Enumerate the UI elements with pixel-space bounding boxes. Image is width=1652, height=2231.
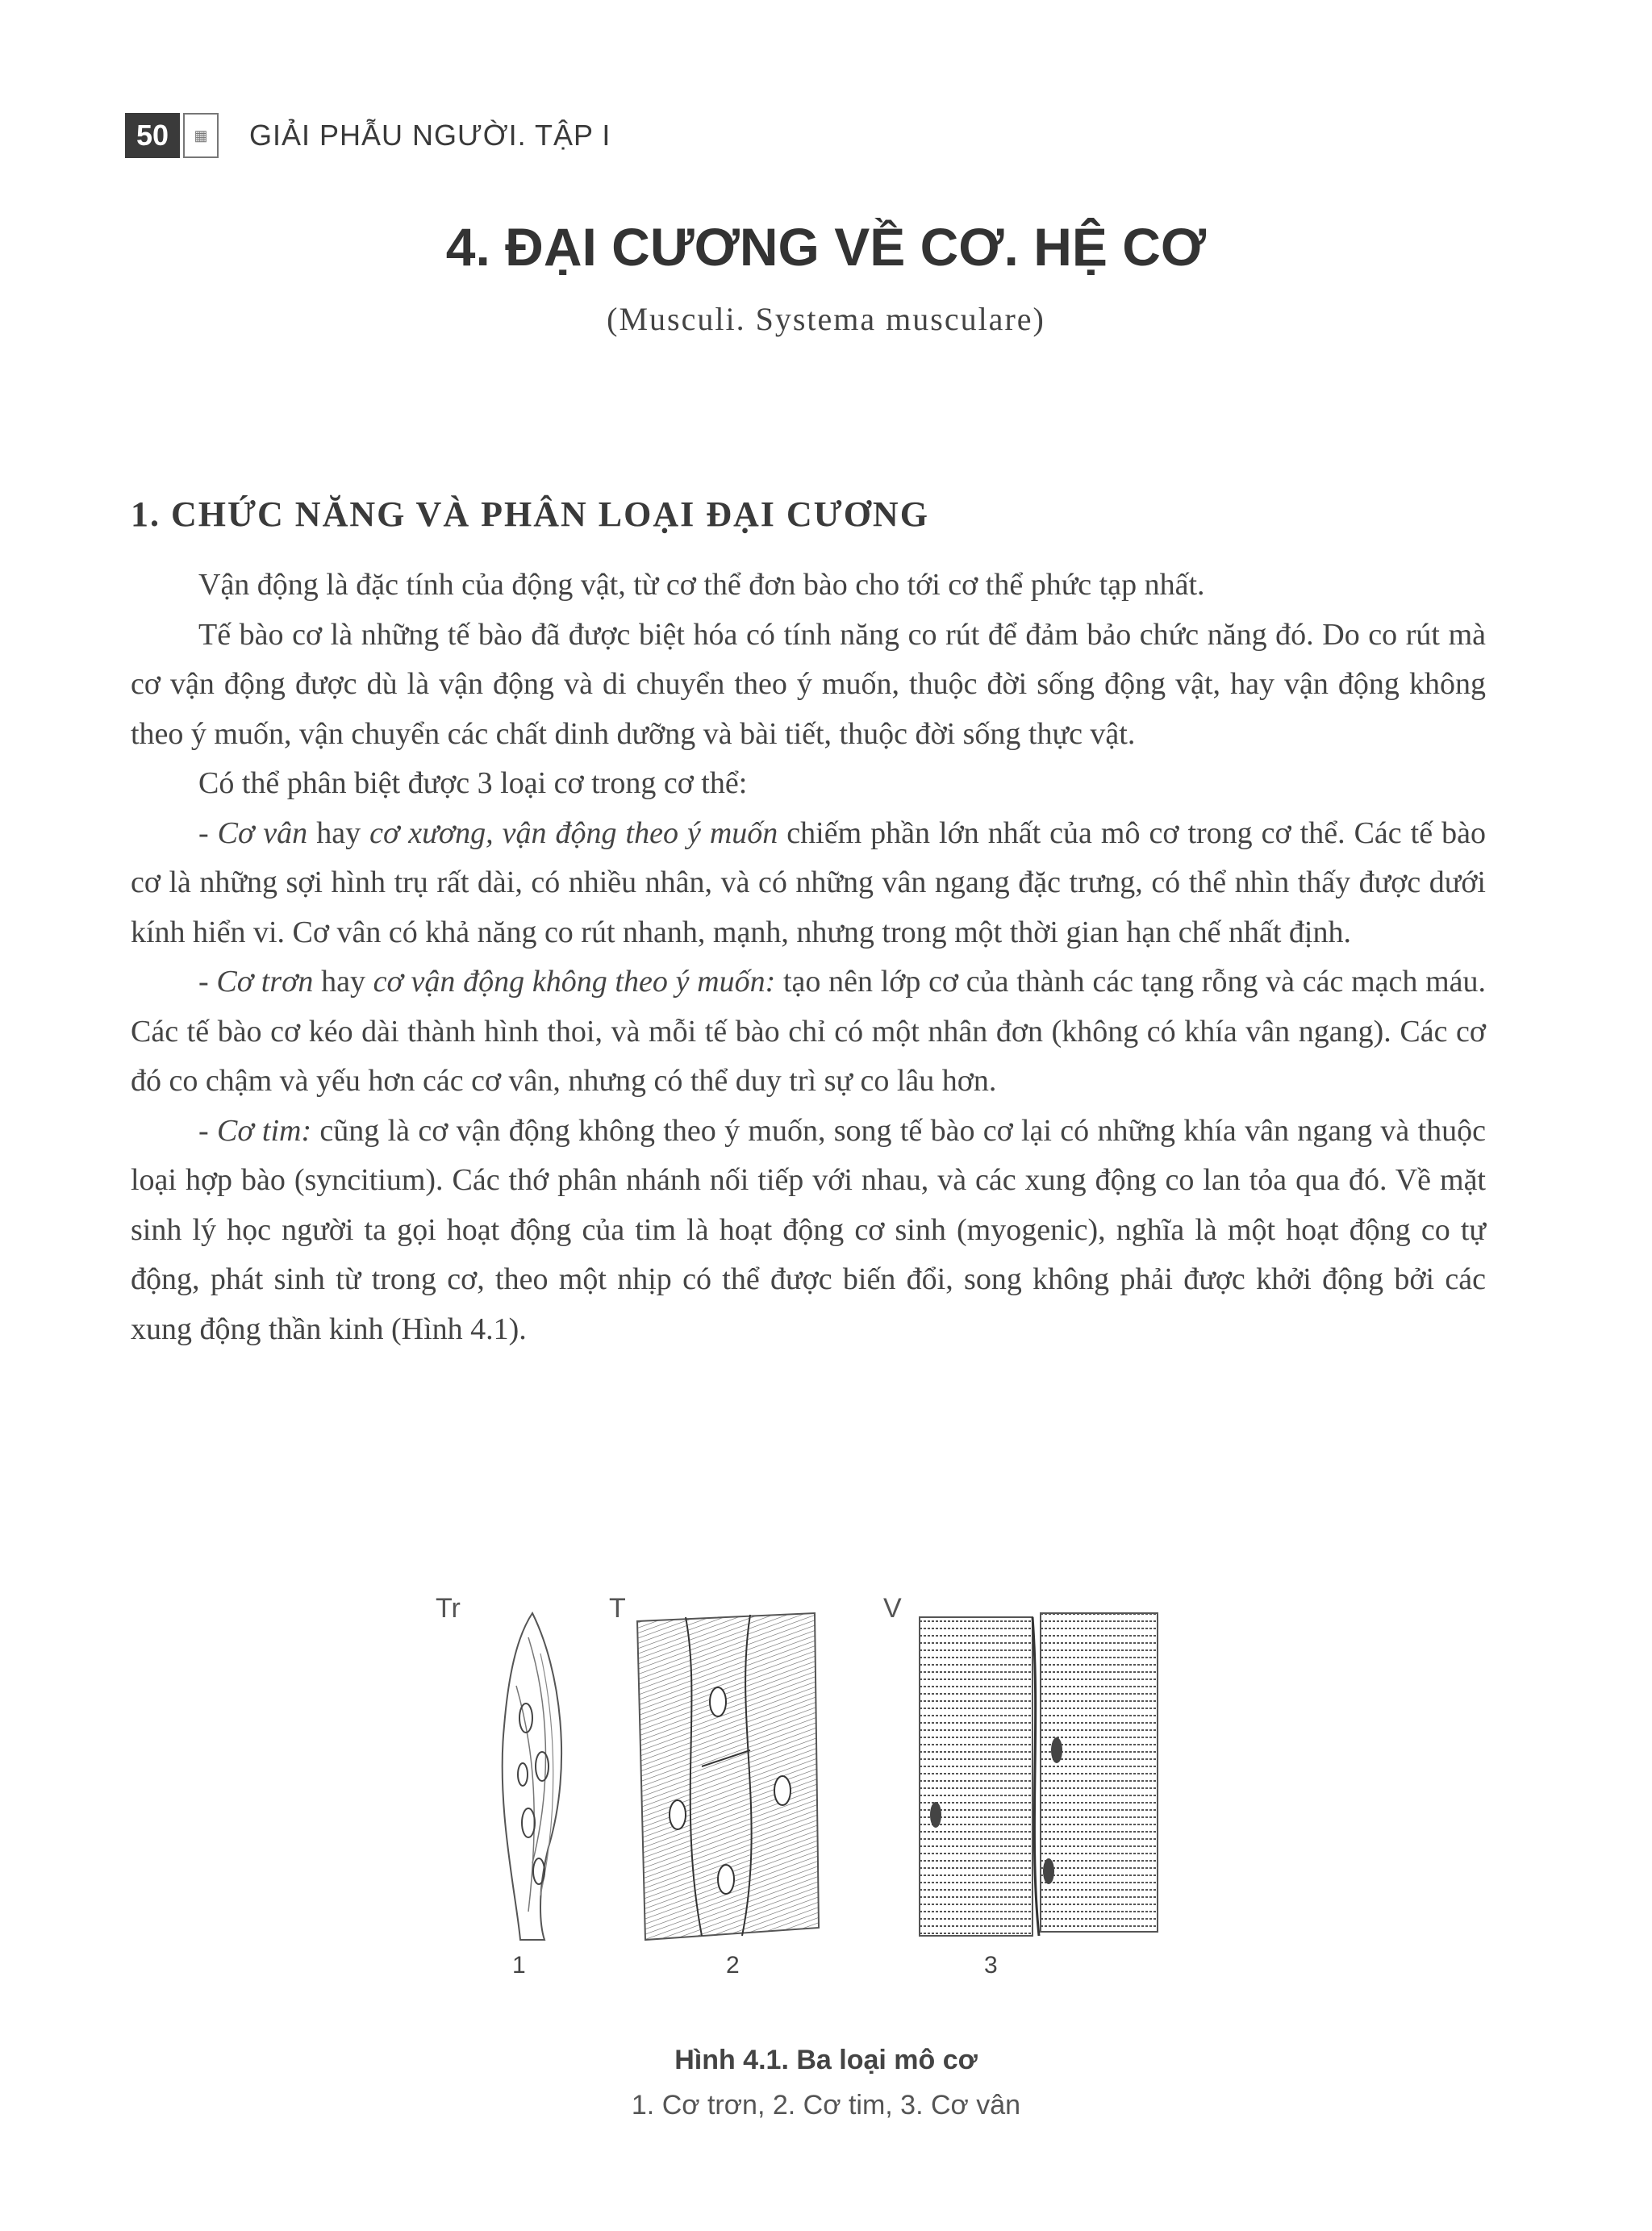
section-heading: 1. CHỨC NĂNG VÀ PHÂN LOẠI ĐẠI CƯƠNG — [131, 494, 929, 534]
running-head: GIẢI PHẪU NGƯỜI. TẬP I — [249, 119, 611, 152]
connector: hay — [313, 965, 373, 999]
body-text — [131, 561, 1486, 1354]
paragraph-cardiac-muscle — [131, 1107, 1486, 1355]
panel-1-number: 1 — [512, 1952, 526, 1979]
panel-2-number: 2 — [726, 1952, 740, 1979]
paragraph-text: cũng là cơ vận động không theo ý muốn, song tế bào cơ lại có những khía vân ngang và thuộc loại hợp bào (syncitium). Các thớ phân nhánh nối tiếp với nhau, và các xung động co lan tỏa qua đó. Về mặt sinh lý học người ta gọi hoạt động của tim là hoạt động cơ sinh (myogenic), nghĩa là một hoạt động co tự động, phát sinh từ trong cơ, theo một nhịp có thể được biến đổi, song không phải được khởi động bởi các xung động thần kinh (Hình 4.1). — [131, 1113, 1487, 1346]
paragraph-skeletal-muscle — [131, 809, 1486, 958]
skeletal-muscle-illustration — [912, 1605, 1162, 1944]
page-number: 50 — [125, 113, 180, 158]
chapter-title: 4. ĐẠI CƯƠNG VỀ CƠ. HỆ CƠ — [445, 217, 1207, 277]
panel-3-letter: V — [883, 1593, 902, 1624]
publisher-logo-icon: ▦ — [183, 113, 219, 158]
paragraph-2: Tế bào cơ là những tế bào đã được biệt hóa có tính năng co rút để đảm bảo chức năng đó. Do co rút mà cơ vận động được dù là vận động và di chuyển theo ý muốn, thuộc đời sống động vật, hay vận động không theo ý muốn, vận chuyển các chất dinh dưỡng và bài tiết, thuộc đời sống thực vật. — [131, 617, 1486, 751]
figure-muscle-types — [428, 1593, 1170, 1979]
paragraph-text: chiếm phần lớn nhất của mô cơ trong cơ thể. Các tế bào cơ là những sợi hình trụ rất dài, có nhiều nhân, và có những vân ngang đặc trưng, có thể nhìn thấy được dưới kính hiển vi. Cơ vân có khả năng co rút nhanh, mạnh, nhưng trong một thời gian hạn chế nhất định. — [131, 815, 1486, 949]
smooth-muscle-illustration — [484, 1605, 589, 1944]
figure-caption-title: Hình 4.1. Ba loại mô cơ — [674, 2045, 978, 2075]
paragraph-1: Vận động là đặc tính của động vật, từ cơ thể đơn bào cho tới cơ thể phức tạp nhất. — [198, 568, 1205, 602]
page-header — [125, 111, 611, 160]
panel-3-number: 3 — [984, 1952, 998, 1979]
panel-2-letter: T — [609, 1593, 626, 1624]
term-smooth: Cơ trơn — [216, 965, 314, 999]
connector: hay — [307, 815, 370, 850]
panel-1-letter: Tr — [436, 1593, 461, 1624]
cardiac-muscle-illustration — [629, 1605, 823, 1944]
dash: - — [198, 965, 217, 999]
alias-skeletal: cơ xương, vận động theo ý muốn — [369, 815, 778, 850]
paragraph-smooth-muscle — [131, 957, 1486, 1107]
alias-smooth: cơ vận động không theo ý muốn: — [373, 965, 776, 999]
term-cardiac: Cơ tim: — [216, 1113, 312, 1148]
dash: - — [198, 1113, 217, 1148]
paragraph-text: tạo nên lớp cơ của thành các tạng rỗng và các mạch máu. Các tế bào cơ kéo dài thành hình thoi, và mỗi tế bào chỉ có một nhân đơn (không có khía vân ngang). Các cơ đó co chậm và yếu hơn các cơ vân, nhưng có thể duy trì sự co lâu hơn. — [131, 965, 1486, 1098]
dash: - — [198, 815, 218, 850]
chapter-subtitle: (Musculi. Systema musculare) — [607, 301, 1045, 337]
figure-caption-legend: 1. Cơ trơn, 2. Cơ tim, 3. Cơ vân — [631, 2090, 1021, 2120]
term-skeletal: Cơ vân — [217, 815, 308, 850]
paragraph-3: Có thể phân biệt được 3 loại cơ trong cơ thể: — [198, 766, 748, 800]
